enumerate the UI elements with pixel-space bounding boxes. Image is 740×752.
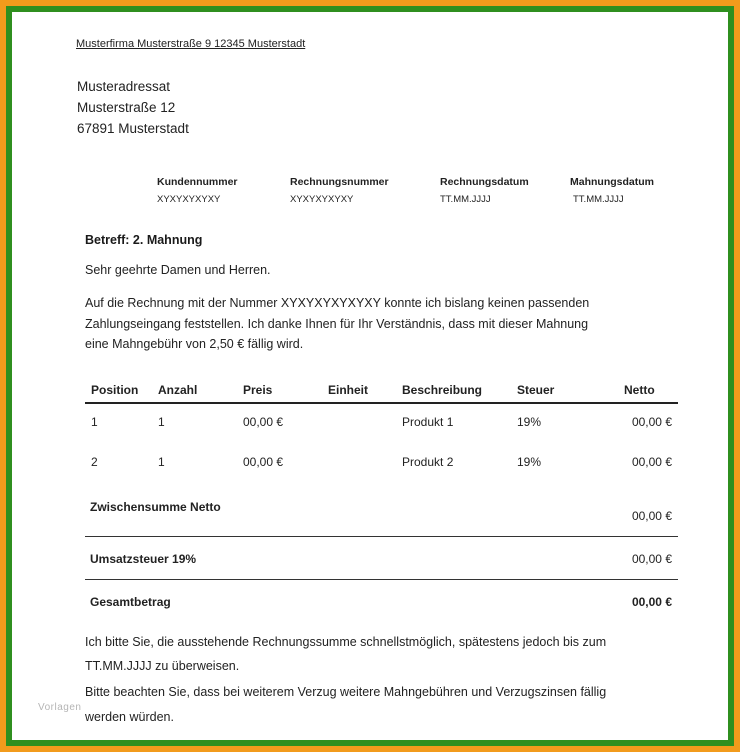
header-netto: Netto <box>624 383 655 397</box>
subtotal-value: 00,00 € <box>631 509 672 523</box>
intro-line-3: eine Mahngebühr von 2,50 € fällig wird. <box>85 337 304 351</box>
row2-netto: 00,00 € <box>631 455 672 469</box>
tax-value: 00,00 € <box>631 552 672 566</box>
row1-anzahl: 1 <box>158 415 165 429</box>
row1-position: 1 <box>91 415 98 429</box>
sender-line: Musterfirma Musterstraße 9 12345 Musterstadt <box>76 38 306 50</box>
subtotal-rule <box>85 536 678 537</box>
row2-preis: 00,00 € <box>243 455 284 469</box>
closing-line-4: werden würden. <box>85 710 174 724</box>
watermark: Vorlagen <box>38 702 82 713</box>
row2-steuer: 19% <box>517 455 542 469</box>
salutation: Sehr geehrte Damen und Herren. <box>85 263 271 277</box>
meta-label-rechnungsdatum: Rechnungsdatum <box>440 176 529 188</box>
meta-label-kundennummer: Kundennummer <box>157 176 238 188</box>
row1-beschreibung: Produkt 1 <box>402 415 454 429</box>
intro-line-1: Auf die Rechnung mit der Nummer XYXYXYXYXYXY konnte ich bislang keinen passenden <box>85 296 590 310</box>
row1-steuer: 19% <box>517 415 542 429</box>
subject-line: Betreff: 2. Mahnung <box>85 233 203 247</box>
meta-label-mahnungsdatum: Mahnungsdatum <box>570 176 654 188</box>
header-einheit: Einheit <box>328 383 369 397</box>
closing-line-1: Ich bitte Sie, die ausstehende Rechnungssumme schnellstmöglich, spätestens jedoch bis zum <box>85 635 607 649</box>
recipient-city: 67891 Musterstadt <box>77 121 189 136</box>
tax-rule <box>85 579 678 580</box>
row2-beschreibung: Produkt 2 <box>402 455 454 469</box>
header-preis: Preis <box>243 383 273 397</box>
header-rule <box>85 402 678 404</box>
closing-line-3: Bitte beachten Sie, dass bei weiterem Verzug weitere Mahngebühren und Verzugszinsen fällig <box>85 685 607 699</box>
subtotal-label: Zwischensumme Netto <box>90 500 221 514</box>
recipient-street: Musterstraße 12 <box>77 100 176 115</box>
meta-value-mahnungsdatum: TT.MM.JJJJ <box>573 194 624 205</box>
closing-line-2: TT.MM.JJJJ zu überweisen. <box>85 659 240 673</box>
total-label: Gesamtbetrag <box>90 595 171 609</box>
row2-anzahl: 1 <box>158 455 165 469</box>
meta-value-kundennummer: XYXYXYXYXY <box>157 194 221 205</box>
tax-label: Umsatzsteuer 19% <box>90 552 197 566</box>
header-anzahl: Anzahl <box>158 383 198 397</box>
row2-position: 2 <box>91 455 98 469</box>
meta-value-rechnungsnummer: XYXYXYXYXY <box>290 194 354 205</box>
row1-preis: 00,00 € <box>243 415 284 429</box>
header-beschreibung: Beschreibung <box>402 383 483 397</box>
row1-netto: 00,00 € <box>631 415 672 429</box>
recipient-name: Musteradressat <box>77 79 171 94</box>
header-steuer: Steuer <box>517 383 555 397</box>
meta-value-rechnungsdatum: TT.MM.JJJJ <box>440 194 491 205</box>
header-position: Position <box>91 383 139 397</box>
intro-line-2: Zahlungseingang feststellen. Ich danke Ihnen für Ihr Verständnis, dass mit dieser Mahnung <box>85 317 589 331</box>
total-value: 00,00 € <box>631 595 672 609</box>
meta-label-rechnungsnummer: Rechnungsnummer <box>290 176 389 188</box>
